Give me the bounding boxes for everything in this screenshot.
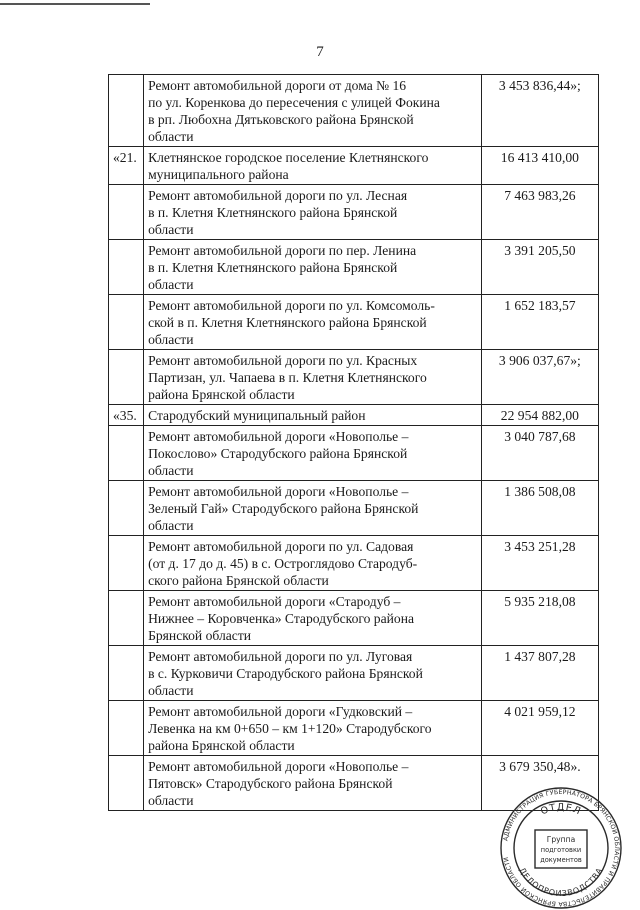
row-name-line: Ремонт автомобильной дороги от дома № 16 — [148, 78, 407, 93]
row-name-line: Ремонт автомобильной дороги «Новополье – — [148, 759, 409, 774]
stamp-bottom-arc: ДЕЛОПРОИЗВОДСТВА — [517, 866, 605, 899]
row-number — [109, 240, 144, 295]
row-name-line: Ремонт автомобильной дороги по ул. Садовая — [148, 539, 414, 554]
stamp-center-line: подготовки — [540, 846, 582, 854]
row-name-line: Стародубский муниципальный район — [148, 408, 366, 423]
row-name-line: Ремонт автомобильной дороги «Стародуб – — [148, 594, 401, 609]
row-number — [109, 295, 144, 350]
row-name-line: Брянской области — [148, 628, 252, 643]
row-amount: 5 935 218,08 — [481, 591, 598, 646]
row-name-line: Ремонт автомобильной дороги по ул. Красных — [148, 353, 418, 368]
row-name-line: Ремонт автомобильной дороги по ул. Лесная — [148, 188, 408, 203]
row-amount: 1 437 807,28 — [481, 646, 598, 701]
row-name-line: в с. Курковичи Стародубского района Брянской — [148, 666, 423, 681]
row-number: «35. — [109, 405, 144, 426]
stamp-top-arc: ОТДЕЛ — [539, 801, 583, 818]
row-number — [109, 591, 144, 646]
table-row — [109, 646, 599, 701]
row-name-line: области — [148, 793, 194, 808]
row-name-line: Ремонт автомобильной дороги по пер. Ленина — [148, 243, 417, 258]
row-number — [109, 185, 144, 240]
table-row — [109, 147, 599, 185]
row-name-line: Партизан, ул. Чапаева в п. Клетня Клетнянского — [148, 370, 427, 385]
row-name-line: Левенка на км 0+650 – км 1+120» Стародубского — [148, 721, 432, 736]
row-name-line: Нижнее – Коровченка» Стародубского района — [148, 611, 415, 626]
top-rule — [0, 3, 150, 5]
row-name — [144, 701, 482, 756]
budget-table — [108, 74, 599, 811]
row-name-line: района Брянской области — [148, 387, 295, 402]
row-name — [144, 295, 482, 350]
row-name-line: Клетнянское городское поселение Клетнянского — [148, 150, 429, 165]
table-row — [109, 701, 599, 756]
row-name-line: области — [148, 463, 194, 478]
row-name — [144, 426, 482, 481]
row-name-line: области — [148, 129, 194, 144]
row-name-line: области — [148, 683, 194, 698]
row-name-line: ской в п. Клетня Клетнянского района Брянской — [148, 315, 427, 330]
row-name — [144, 591, 482, 646]
row-name-line: в п. Клетня Клетнянского района Брянской — [148, 260, 398, 275]
row-name — [144, 536, 482, 591]
row-name-line: Покослово» Стародубского района Брянской — [148, 446, 408, 461]
row-name-line: района Брянской области — [148, 738, 295, 753]
row-number — [109, 646, 144, 701]
row-amount: 1 386 508,08 — [481, 481, 598, 536]
row-name — [144, 240, 482, 295]
row-name-line: в п. Клетня Клетнянского района Брянской — [148, 205, 398, 220]
stamp-center-line: документов — [540, 856, 582, 864]
row-name-line: Пятовск» Стародубского района Брянской — [148, 776, 393, 791]
row-name-line: (от д. 17 до д. 45) в с. Остроглядово Стародуб- — [148, 556, 418, 571]
table-row — [109, 481, 599, 536]
row-name — [144, 185, 482, 240]
page-number: 7 — [316, 44, 324, 60]
row-name-line: Ремонт автомобильной дороги по ул. Луговая — [148, 649, 413, 664]
svg-text:ОТДЕЛ — [539, 802, 583, 817]
table-row — [109, 185, 599, 240]
row-amount: 4 021 959,12 — [481, 701, 598, 756]
row-name-line: области — [148, 332, 194, 347]
row-name-line: Зеленый Гай» Стародубского района Брянской — [148, 501, 419, 516]
row-name — [144, 481, 482, 536]
row-name-line: области — [148, 277, 194, 292]
row-name-line: области — [148, 518, 194, 533]
table-row — [109, 536, 599, 591]
row-number — [109, 701, 144, 756]
table-body — [109, 75, 599, 811]
table-row — [109, 426, 599, 481]
row-name-line: ского района Брянской области — [148, 573, 329, 588]
row-amount: 1 652 183,57 — [481, 295, 598, 350]
row-name-line: Ремонт автомобильной дороги «Гудковский – — [148, 704, 413, 719]
row-name-line: Ремонт автомобильной дороги по ул. Комсомоль- — [148, 298, 435, 313]
row-amount: 3 906 037,67»; — [481, 350, 598, 405]
row-name — [144, 147, 482, 185]
stamp-center-line: Группа — [546, 835, 576, 844]
table-row — [109, 591, 599, 646]
row-name — [144, 756, 482, 811]
row-amount: 22 954 882,00 — [481, 405, 598, 426]
row-amount: 16 413 410,00 — [481, 147, 598, 185]
row-amount: 3 453 836,44»; — [481, 75, 598, 147]
row-number — [109, 756, 144, 811]
row-name-line: в рп. Любохна Дятьковского района Брянской — [148, 112, 414, 127]
row-amount: 7 463 983,26 — [481, 185, 598, 240]
row-number — [109, 75, 144, 147]
row-amount: 3 453 251,28 — [481, 536, 598, 591]
table-row — [109, 350, 599, 405]
row-name-line: Ремонт автомобильной дороги «Новополье – — [148, 484, 409, 499]
row-amount: 3 679 350,48». — [481, 756, 598, 811]
table-row — [109, 75, 599, 147]
row-number — [109, 350, 144, 405]
row-name — [144, 646, 482, 701]
table-row — [109, 240, 599, 295]
row-name-line: по ул. Коренкова до пересечения с улицей Фокина — [148, 95, 440, 110]
row-name — [144, 405, 482, 426]
stamp-ring-text: АДМИНИСТРАЦИЯ ГУБЕРНАТОРА БРЯНСКОЙ ОБЛАСТИ И ПРАВИТЕЛЬСТВА БРЯНСКОЙ ОБЛАСТИ — [502, 788, 621, 908]
table-row — [109, 405, 599, 426]
row-number — [109, 536, 144, 591]
row-name-line: Ремонт автомобильной дороги «Новополье – — [148, 429, 409, 444]
row-name — [144, 350, 482, 405]
stamp-seal — [499, 786, 623, 910]
row-number — [109, 426, 144, 481]
row-name — [144, 75, 482, 147]
row-name-line: области — [148, 222, 194, 237]
row-amount: 3 040 787,68 — [481, 426, 598, 481]
row-amount: 3 391 205,50 — [481, 240, 598, 295]
row-number — [109, 481, 144, 536]
table-row — [109, 295, 599, 350]
row-name-line: муниципального района — [148, 167, 289, 182]
row-number: «21. — [109, 147, 144, 185]
